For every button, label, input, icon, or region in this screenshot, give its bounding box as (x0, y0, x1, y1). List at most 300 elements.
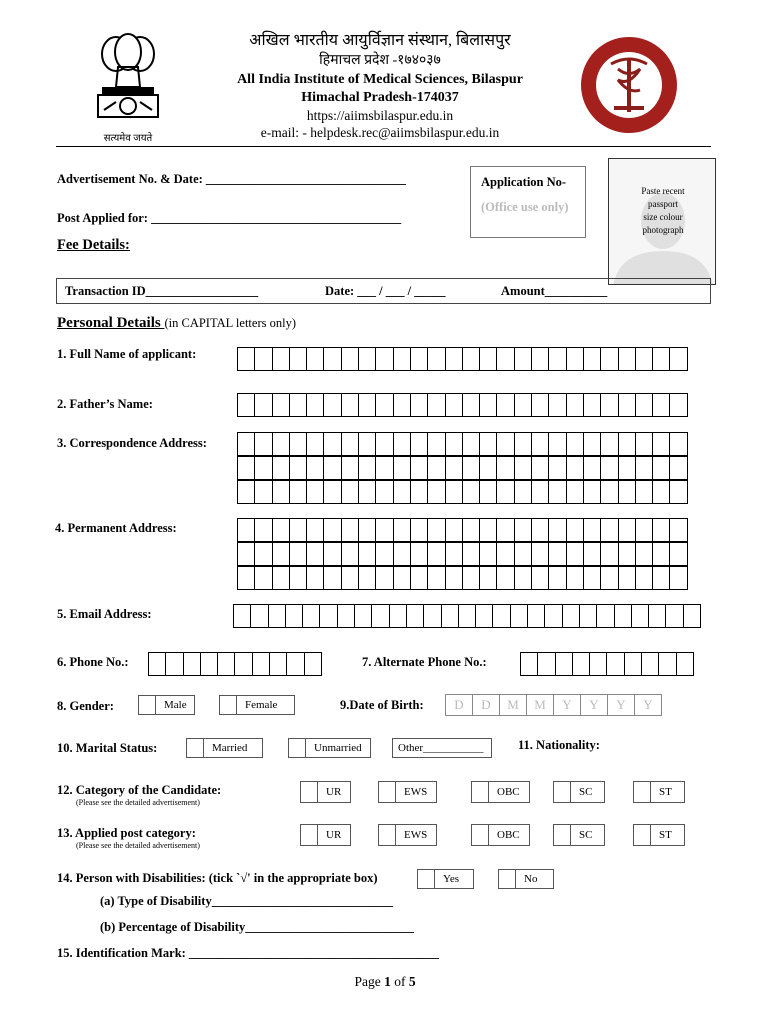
marital-other-option[interactable] (392, 738, 492, 758)
char-cell[interactable] (427, 566, 445, 590)
char-cell[interactable] (272, 542, 290, 566)
char-cell[interactable] (341, 432, 359, 456)
char-cell[interactable] (669, 432, 687, 456)
char-cell[interactable] (445, 566, 463, 590)
gender-male-option[interactable] (138, 695, 195, 715)
char-cell[interactable] (514, 456, 532, 480)
char-cell[interactable] (341, 542, 359, 566)
email-input[interactable] (233, 604, 700, 628)
char-cell[interactable] (304, 652, 322, 676)
char-cell[interactable] (635, 432, 653, 456)
dob-cell[interactable]: Y (553, 694, 581, 716)
char-cell[interactable] (514, 480, 532, 504)
char-cell[interactable] (514, 347, 532, 371)
char-cell[interactable] (583, 347, 601, 371)
permanent-address-input-2[interactable] (237, 542, 687, 566)
char-cell[interactable] (285, 604, 303, 628)
identification-mark-field[interactable]: 15. Identification Mark: ________________________________________ (57, 946, 439, 960)
char-cell[interactable] (237, 456, 255, 480)
char-cell[interactable] (289, 393, 307, 417)
char-cell[interactable] (375, 566, 393, 590)
char-cell[interactable] (445, 542, 463, 566)
char-cell[interactable] (358, 456, 376, 480)
char-cell[interactable] (306, 518, 324, 542)
char-cell[interactable] (618, 432, 636, 456)
char-cell[interactable] (496, 347, 514, 371)
char-cell[interactable] (462, 432, 480, 456)
char-cell[interactable] (618, 518, 636, 542)
char-cell[interactable] (323, 518, 341, 542)
char-cell[interactable] (531, 347, 549, 371)
applied-category-sc-checkbox[interactable] (553, 824, 571, 846)
char-cell[interactable] (237, 432, 255, 456)
char-cell[interactable] (583, 518, 601, 542)
applied-category-ur-checkbox[interactable] (300, 824, 318, 846)
char-cell[interactable] (583, 456, 601, 480)
char-cell[interactable] (479, 566, 497, 590)
char-cell[interactable] (237, 542, 255, 566)
category-st-checkbox[interactable] (633, 781, 651, 803)
char-cell[interactable] (323, 480, 341, 504)
permanent-address-input-1[interactable] (237, 518, 687, 542)
applied-category-obc-option[interactable] (471, 824, 530, 846)
char-cell[interactable] (233, 604, 251, 628)
char-cell[interactable] (479, 518, 497, 542)
char-cell[interactable] (596, 604, 614, 628)
char-cell[interactable] (527, 604, 545, 628)
char-cell[interactable] (441, 604, 459, 628)
char-cell[interactable] (566, 393, 584, 417)
char-cell[interactable] (445, 393, 463, 417)
char-cell[interactable] (289, 518, 307, 542)
char-cell[interactable] (635, 456, 653, 480)
char-cell[interactable] (358, 518, 376, 542)
gender-female-option[interactable] (219, 695, 295, 715)
char-cell[interactable] (254, 393, 272, 417)
char-cell[interactable] (531, 456, 549, 480)
char-cell[interactable] (323, 347, 341, 371)
char-cell[interactable] (548, 393, 566, 417)
char-cell[interactable] (548, 347, 566, 371)
full-name-input[interactable] (237, 347, 687, 371)
char-cell[interactable] (683, 604, 701, 628)
char-cell[interactable] (272, 456, 290, 480)
char-cell[interactable] (600, 347, 618, 371)
char-cell[interactable] (393, 456, 411, 480)
char-cell[interactable] (624, 652, 642, 676)
char-cell[interactable] (514, 542, 532, 566)
char-cell[interactable] (548, 566, 566, 590)
char-cell[interactable] (566, 347, 584, 371)
char-cell[interactable] (479, 456, 497, 480)
char-cell[interactable] (496, 566, 514, 590)
char-cell[interactable] (237, 566, 255, 590)
dob-cell[interactable]: M (499, 694, 527, 716)
char-cell[interactable] (606, 652, 624, 676)
char-cell[interactable] (600, 542, 618, 566)
char-cell[interactable] (268, 604, 286, 628)
char-cell[interactable] (272, 480, 290, 504)
char-cell[interactable] (406, 604, 424, 628)
char-cell[interactable] (237, 393, 255, 417)
char-cell[interactable] (514, 393, 532, 417)
char-cell[interactable] (618, 542, 636, 566)
char-cell[interactable] (652, 518, 670, 542)
char-cell[interactable] (165, 652, 183, 676)
char-cell[interactable] (669, 542, 687, 566)
char-cell[interactable] (537, 652, 555, 676)
char-cell[interactable] (319, 604, 337, 628)
category-obc-checkbox[interactable] (471, 781, 489, 803)
dob-cell[interactable]: D (472, 694, 500, 716)
char-cell[interactable] (423, 604, 441, 628)
char-cell[interactable] (618, 393, 636, 417)
char-cell[interactable] (272, 347, 290, 371)
char-cell[interactable] (410, 347, 428, 371)
char-cell[interactable] (289, 542, 307, 566)
char-cell[interactable] (371, 604, 389, 628)
char-cell[interactable] (358, 393, 376, 417)
char-cell[interactable] (237, 480, 255, 504)
permanent-address-input-3[interactable] (237, 566, 687, 590)
char-cell[interactable] (514, 518, 532, 542)
char-cell[interactable] (566, 542, 584, 566)
alt-phone-input[interactable] (520, 652, 693, 676)
char-cell[interactable] (652, 432, 670, 456)
char-cell[interactable] (548, 542, 566, 566)
char-cell[interactable] (375, 456, 393, 480)
char-cell[interactable] (427, 480, 445, 504)
char-cell[interactable] (635, 393, 653, 417)
applied-category-st-option[interactable] (633, 824, 685, 846)
char-cell[interactable] (462, 480, 480, 504)
char-cell[interactable] (462, 347, 480, 371)
char-cell[interactable] (658, 652, 676, 676)
char-cell[interactable] (302, 604, 320, 628)
char-cell[interactable] (566, 480, 584, 504)
char-cell[interactable] (652, 566, 670, 590)
char-cell[interactable] (496, 542, 514, 566)
yes-checkbox[interactable] (417, 869, 435, 889)
married-checkbox[interactable] (186, 738, 204, 758)
char-cell[interactable] (548, 480, 566, 504)
advertisement-field[interactable]: Advertisement No. & Date: ________________________________ (57, 172, 406, 186)
char-cell[interactable] (635, 566, 653, 590)
char-cell[interactable] (566, 432, 584, 456)
char-cell[interactable] (562, 604, 580, 628)
char-cell[interactable] (148, 652, 166, 676)
char-cell[interactable] (462, 566, 480, 590)
photo-box[interactable] (608, 158, 716, 285)
char-cell[interactable] (289, 456, 307, 480)
applied-category-ur-option[interactable] (300, 824, 351, 846)
char-cell[interactable] (514, 566, 532, 590)
char-cell[interactable] (272, 518, 290, 542)
disability-type-field[interactable]: (a) Type of Disability_____________________________ (100, 894, 393, 908)
char-cell[interactable] (341, 518, 359, 542)
char-cell[interactable] (306, 456, 324, 480)
char-cell[interactable] (555, 652, 573, 676)
applied-category-ews-option[interactable] (378, 824, 437, 846)
char-cell[interactable] (341, 456, 359, 480)
applied-category-ews-checkbox[interactable] (378, 824, 396, 846)
char-cell[interactable] (618, 480, 636, 504)
char-cell[interactable] (427, 432, 445, 456)
char-cell[interactable] (492, 604, 510, 628)
category-ews-checkbox[interactable] (378, 781, 396, 803)
char-cell[interactable] (354, 604, 372, 628)
char-cell[interactable] (375, 518, 393, 542)
char-cell[interactable] (479, 432, 497, 456)
char-cell[interactable] (358, 432, 376, 456)
fee-date-field[interactable]: Date: ___ / ___ / _____ (325, 284, 446, 298)
char-cell[interactable] (252, 652, 270, 676)
char-cell[interactable] (289, 432, 307, 456)
category-ur-checkbox[interactable] (300, 781, 318, 803)
char-cell[interactable] (445, 456, 463, 480)
char-cell[interactable] (635, 347, 653, 371)
char-cell[interactable] (641, 652, 659, 676)
char-cell[interactable] (254, 566, 272, 590)
char-cell[interactable] (479, 393, 497, 417)
char-cell[interactable] (393, 566, 411, 590)
char-cell[interactable] (583, 480, 601, 504)
char-cell[interactable] (548, 518, 566, 542)
char-cell[interactable] (583, 432, 601, 456)
char-cell[interactable] (445, 347, 463, 371)
char-cell[interactable] (496, 456, 514, 480)
char-cell[interactable] (669, 393, 687, 417)
father-name-input[interactable] (237, 393, 687, 417)
char-cell[interactable] (566, 456, 584, 480)
char-cell[interactable] (583, 393, 601, 417)
char-cell[interactable] (375, 347, 393, 371)
char-cell[interactable] (358, 347, 376, 371)
char-cell[interactable] (375, 480, 393, 504)
post-applied-field[interactable]: Post Applied for: ________________________________________ (57, 211, 402, 225)
char-cell[interactable] (462, 393, 480, 417)
applied-category-sc-option[interactable] (553, 824, 605, 846)
char-cell[interactable] (669, 480, 687, 504)
char-cell[interactable] (250, 604, 268, 628)
char-cell[interactable] (600, 432, 618, 456)
char-cell[interactable] (306, 347, 324, 371)
char-cell[interactable] (548, 456, 566, 480)
char-cell[interactable] (520, 652, 538, 676)
char-cell[interactable] (652, 456, 670, 480)
char-cell[interactable] (217, 652, 235, 676)
phone-input[interactable] (148, 652, 321, 676)
char-cell[interactable] (531, 432, 549, 456)
char-cell[interactable] (510, 604, 528, 628)
char-cell[interactable] (427, 456, 445, 480)
char-cell[interactable] (669, 566, 687, 590)
char-cell[interactable] (358, 480, 376, 504)
char-cell[interactable] (669, 518, 687, 542)
char-cell[interactable] (583, 566, 601, 590)
char-cell[interactable] (618, 456, 636, 480)
char-cell[interactable] (393, 542, 411, 566)
marital-married-option[interactable] (186, 738, 263, 758)
char-cell[interactable] (237, 347, 255, 371)
char-cell[interactable] (289, 347, 307, 371)
char-cell[interactable] (306, 566, 324, 590)
char-cell[interactable] (669, 347, 687, 371)
char-cell[interactable] (462, 456, 480, 480)
char-cell[interactable] (496, 480, 514, 504)
char-cell[interactable] (531, 480, 549, 504)
category-obc-option[interactable] (471, 781, 530, 803)
char-cell[interactable] (254, 456, 272, 480)
char-cell[interactable] (600, 566, 618, 590)
char-cell[interactable] (462, 518, 480, 542)
char-cell[interactable] (272, 393, 290, 417)
char-cell[interactable] (410, 456, 428, 480)
dob-cell[interactable]: D (445, 694, 473, 716)
char-cell[interactable] (589, 652, 607, 676)
dob-input[interactable] (445, 694, 661, 716)
char-cell[interactable] (548, 432, 566, 456)
char-cell[interactable] (341, 480, 359, 504)
char-cell[interactable] (323, 393, 341, 417)
char-cell[interactable] (652, 542, 670, 566)
char-cell[interactable] (410, 480, 428, 504)
char-cell[interactable] (254, 480, 272, 504)
char-cell[interactable] (389, 604, 407, 628)
correspondence-address-input-3[interactable] (237, 480, 687, 504)
dob-cell[interactable]: Y (634, 694, 662, 716)
char-cell[interactable] (286, 652, 304, 676)
char-cell[interactable] (427, 518, 445, 542)
char-cell[interactable] (583, 542, 601, 566)
char-cell[interactable] (635, 518, 653, 542)
char-cell[interactable] (631, 604, 649, 628)
char-cell[interactable] (341, 393, 359, 417)
applied-category-st-checkbox[interactable] (633, 824, 651, 846)
char-cell[interactable] (427, 347, 445, 371)
char-cell[interactable] (479, 347, 497, 371)
dob-cell[interactable]: M (526, 694, 554, 716)
char-cell[interactable] (410, 393, 428, 417)
char-cell[interactable] (269, 652, 287, 676)
char-cell[interactable] (427, 542, 445, 566)
char-cell[interactable] (323, 566, 341, 590)
unmarried-checkbox[interactable] (288, 738, 306, 758)
male-checkbox[interactable] (138, 695, 156, 715)
char-cell[interactable] (635, 480, 653, 504)
category-ews-option[interactable] (378, 781, 437, 803)
char-cell[interactable] (445, 518, 463, 542)
char-cell[interactable] (375, 542, 393, 566)
char-cell[interactable] (566, 518, 584, 542)
char-cell[interactable] (614, 604, 632, 628)
char-cell[interactable] (341, 347, 359, 371)
char-cell[interactable] (445, 480, 463, 504)
char-cell[interactable] (393, 432, 411, 456)
char-cell[interactable] (289, 566, 307, 590)
char-cell[interactable] (635, 542, 653, 566)
char-cell[interactable] (358, 566, 376, 590)
correspondence-address-input-1[interactable] (237, 432, 687, 456)
char-cell[interactable] (375, 432, 393, 456)
female-checkbox[interactable] (219, 695, 237, 715)
marital-unmarried-option[interactable] (288, 738, 371, 758)
char-cell[interactable] (665, 604, 683, 628)
category-st-option[interactable] (633, 781, 685, 803)
char-cell[interactable] (600, 480, 618, 504)
char-cell[interactable] (479, 542, 497, 566)
char-cell[interactable] (462, 542, 480, 566)
char-cell[interactable] (669, 456, 687, 480)
char-cell[interactable] (496, 393, 514, 417)
char-cell[interactable] (183, 652, 201, 676)
category-sc-checkbox[interactable] (553, 781, 571, 803)
char-cell[interactable] (200, 652, 218, 676)
char-cell[interactable] (566, 566, 584, 590)
char-cell[interactable] (254, 518, 272, 542)
char-cell[interactable] (289, 480, 307, 504)
char-cell[interactable] (652, 347, 670, 371)
char-cell[interactable] (323, 456, 341, 480)
char-cell[interactable] (572, 652, 590, 676)
char-cell[interactable] (531, 566, 549, 590)
char-cell[interactable] (375, 393, 393, 417)
no-checkbox[interactable] (498, 869, 516, 889)
disability-yes-option[interactable] (417, 869, 474, 889)
char-cell[interactable] (600, 393, 618, 417)
char-cell[interactable] (323, 432, 341, 456)
char-cell[interactable] (410, 432, 428, 456)
category-ur-option[interactable] (300, 781, 351, 803)
char-cell[interactable] (652, 393, 670, 417)
char-cell[interactable] (254, 432, 272, 456)
char-cell[interactable] (306, 393, 324, 417)
disability-no-option[interactable] (498, 869, 554, 889)
char-cell[interactable] (306, 542, 324, 566)
char-cell[interactable] (358, 542, 376, 566)
char-cell[interactable] (445, 432, 463, 456)
char-cell[interactable] (531, 542, 549, 566)
char-cell[interactable] (676, 652, 694, 676)
char-cell[interactable] (306, 432, 324, 456)
amount-field[interactable]: Amount__________ (501, 284, 608, 298)
category-sc-option[interactable] (553, 781, 605, 803)
char-cell[interactable] (579, 604, 597, 628)
char-cell[interactable] (393, 393, 411, 417)
char-cell[interactable] (531, 393, 549, 417)
char-cell[interactable] (306, 480, 324, 504)
char-cell[interactable] (410, 566, 428, 590)
char-cell[interactable] (427, 393, 445, 417)
char-cell[interactable] (544, 604, 562, 628)
char-cell[interactable] (496, 432, 514, 456)
dob-cell[interactable]: Y (580, 694, 608, 716)
char-cell[interactable] (479, 480, 497, 504)
char-cell[interactable] (531, 518, 549, 542)
char-cell[interactable] (475, 604, 493, 628)
char-cell[interactable] (652, 480, 670, 504)
char-cell[interactable] (254, 347, 272, 371)
disability-percentage-field[interactable]: (b) Percentage of Disability___________________________ (100, 920, 414, 934)
char-cell[interactable] (341, 566, 359, 590)
char-cell[interactable] (254, 542, 272, 566)
char-cell[interactable] (496, 518, 514, 542)
char-cell[interactable] (272, 566, 290, 590)
char-cell[interactable] (600, 456, 618, 480)
char-cell[interactable] (337, 604, 355, 628)
char-cell[interactable] (237, 518, 255, 542)
transaction-id-field[interactable]: Transaction ID__________________ (65, 284, 259, 298)
